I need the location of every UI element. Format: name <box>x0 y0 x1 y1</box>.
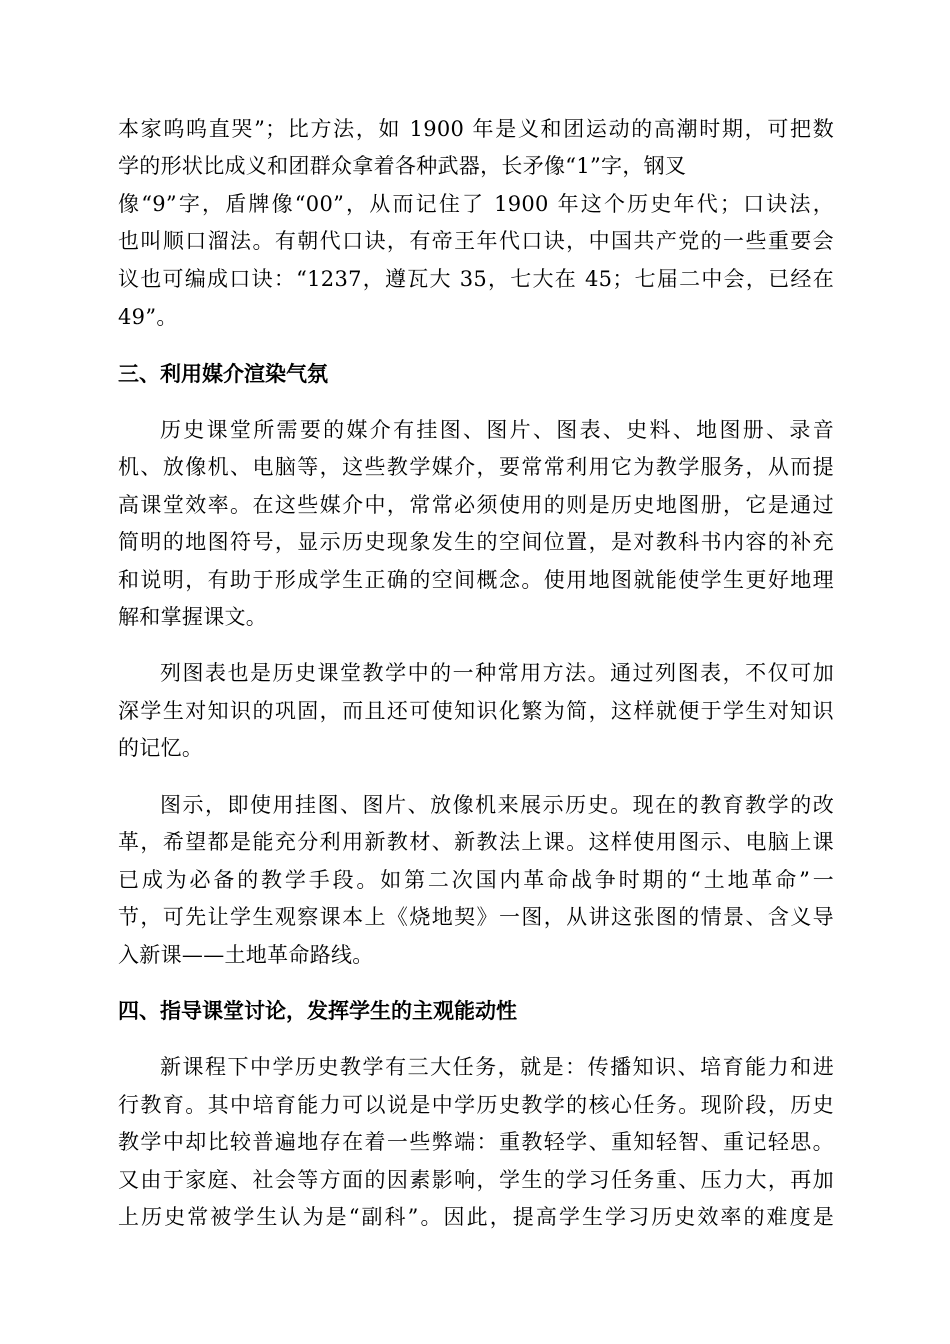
paragraph-line: 深学生对知识的巩固，而且还可使知识化繁为简，这样就便于学生对知识 <box>118 699 834 723</box>
paragraph-line: 新课程下中学历史教学有三大任务，就是：传播知识、培育能力和进 <box>160 1055 834 1079</box>
paragraph-line: 图示，即使用挂图、图片、放像机来展示历史。现在的教育教学的改 <box>160 793 834 817</box>
paragraph-line: 机、放像机、电脑等，这些教学媒介，要常常利用它为教学服务，从而提 <box>118 455 834 479</box>
paragraph-line: 上历史常被学生认为是“副科”。因此，提高学生学习历史效率的难度是 <box>118 1205 834 1229</box>
paragraph-line: 历史课堂所需要的媒介有挂图、图片、图表、史料、地图册、录音 <box>160 418 834 442</box>
paragraph-line: 议也可编成口诀：“1237，遵瓦大 35，七大在 45；七届二中会，已经在 <box>118 267 834 291</box>
paragraph-line: 像“9”字，盾牌像“00”，从而记住了 1900 年这个历史年代；口诀法， <box>118 192 834 216</box>
paragraph-line: 列图表也是历史课堂教学中的一种常用方法。通过列图表，不仅可加 <box>160 661 834 685</box>
paragraph-line: 简明的地图符号，显示历史现象发生的空间位置，是对教科书内容的补充 <box>118 530 834 554</box>
paragraph-line: 49”。 <box>118 305 178 329</box>
section-heading-4: 四、指导课堂讨论，发挥学生的主观能动性 <box>118 999 517 1023</box>
paragraph-line: 节，可先让学生观察课本上《烧地契》一图，从讲这张图的情景、含义导 <box>118 905 834 929</box>
paragraph-line: 入新课——土地革命路线。 <box>118 943 374 967</box>
paragraph-line: 高课堂效率。在这些媒介中，常常必须使用的则是历史地图册，它是通过 <box>118 493 834 517</box>
paragraph-line: 又由于家庭、社会等方面的因素影响，学生的学习任务重、压力大，再加 <box>118 1168 834 1192</box>
paragraph-line: 教学中却比较普遍地存在着一些弊端：重教轻学、重知轻智、重记轻思。 <box>118 1130 834 1154</box>
paragraph-line: 的记忆。 <box>118 736 204 760</box>
paragraph-line: 也叫顺口溜法。有朝代口诀，有帝王年代口诀，中国共产党的一些重要会 <box>118 229 834 253</box>
paragraph-line: 本家呜呜直哭”；比方法，如 1900 年是义和团运动的高潮时期，可把数 <box>118 117 834 141</box>
paragraph-line: 行教育。其中培育能力可以说是中学历史教学的核心任务。现阶段，历史 <box>118 1093 834 1117</box>
paragraph-line: 学的形状比成义和团群众拿着各种武器，长矛像“1”字，钢叉 <box>118 154 687 178</box>
paragraph-line: 解和掌握课文。 <box>118 605 268 629</box>
paragraph-line: 和说明，有助于形成学生正确的空间概念。使用地图就能使学生更好地理 <box>118 568 834 592</box>
paragraph-line: 革，希望都是能充分利用新教材、新教法上课。这样使用图示、电脑上课 <box>118 830 834 854</box>
paragraph-line: 已成为必备的教学手段。如第二次国内革命战争时期的“土地革命”一 <box>118 868 834 892</box>
section-heading-3: 三、利用媒介渲染气氛 <box>118 362 328 386</box>
